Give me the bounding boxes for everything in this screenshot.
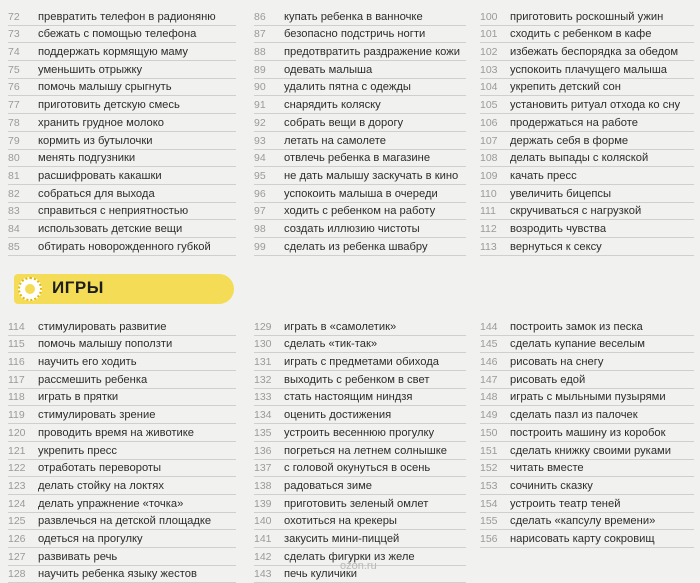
item-text: помочь малышу поползти xyxy=(38,338,173,351)
item-text: превратить телефон в радионяню xyxy=(38,10,216,23)
item-number: 84 xyxy=(8,222,20,235)
item-number: 75 xyxy=(8,63,20,76)
item-text: укрепить пресс xyxy=(38,444,117,457)
item-number: 99 xyxy=(254,240,266,253)
item-number: 145 xyxy=(480,338,498,351)
item-number: 92 xyxy=(254,116,266,129)
item-number: 97 xyxy=(254,205,266,218)
item-text: создать иллюзию чистоты xyxy=(284,222,420,235)
item-number: 149 xyxy=(480,409,498,422)
item-number: 89 xyxy=(254,63,266,76)
item-text: оценить достижения xyxy=(284,409,392,422)
item-number: 77 xyxy=(8,99,20,112)
list-item xyxy=(254,43,466,61)
list-item xyxy=(8,43,236,61)
list-item xyxy=(8,495,236,513)
item-text: увеличить бицепсы xyxy=(510,187,612,200)
item-text: установить ритуал отхода ко сну xyxy=(510,99,681,112)
list-item xyxy=(8,167,236,185)
list-item xyxy=(254,61,466,79)
list-item xyxy=(480,96,694,114)
list-item xyxy=(8,150,236,168)
item-text: предотвратить раздражение кожи xyxy=(284,46,460,59)
item-text: успокоить малыша в очереди xyxy=(284,187,438,200)
list-item xyxy=(254,389,466,407)
item-number: 123 xyxy=(8,479,26,492)
list-item xyxy=(480,353,694,371)
item-number: 131 xyxy=(254,356,272,369)
item-text: вернуться к сексу xyxy=(510,240,602,253)
item-number: 94 xyxy=(254,152,266,165)
item-number: 81 xyxy=(8,169,20,182)
item-text: продержаться на работе xyxy=(510,116,638,129)
list-item xyxy=(480,389,694,407)
item-number: 96 xyxy=(254,187,266,200)
item-number: 139 xyxy=(254,497,272,510)
list-item xyxy=(8,132,236,150)
list-item xyxy=(480,406,694,424)
item-number: 115 xyxy=(8,338,25,351)
item-text: выходить с ребенком в свет xyxy=(284,373,430,386)
list-item xyxy=(8,424,236,442)
list-item xyxy=(480,424,694,442)
item-text: радоваться зиме xyxy=(284,479,372,492)
item-number: 72 xyxy=(8,10,20,23)
list-item xyxy=(8,548,236,566)
item-number: 74 xyxy=(8,46,20,59)
item-number: 105 xyxy=(480,99,498,112)
item-number: 121 xyxy=(8,444,26,457)
item-text: играть в «самолетик» xyxy=(284,320,397,333)
list-item xyxy=(254,530,466,548)
item-text: построить замок из песка xyxy=(510,320,643,333)
list-item xyxy=(254,371,466,389)
list-item xyxy=(254,513,466,531)
list-item xyxy=(480,477,694,495)
item-number: 143 xyxy=(254,568,272,581)
list-item xyxy=(8,477,236,495)
list-item xyxy=(254,353,466,371)
list-item xyxy=(8,442,236,460)
item-text: собраться для выхода xyxy=(38,187,155,200)
list-item xyxy=(8,8,236,26)
item-number: 126 xyxy=(8,532,26,545)
list-item xyxy=(480,167,694,185)
badge-center xyxy=(25,284,35,294)
item-number: 117 xyxy=(8,373,25,386)
list-item xyxy=(8,26,236,44)
item-text: печь куличики xyxy=(284,568,358,581)
item-text: держать себя в форме xyxy=(510,134,629,147)
list-item xyxy=(8,336,236,354)
list-item xyxy=(480,203,694,221)
list-item xyxy=(254,185,466,203)
item-text: одеться на прогулку xyxy=(38,532,143,545)
list-item xyxy=(8,96,236,114)
item-number: 95 xyxy=(254,169,266,182)
item-number: 88 xyxy=(254,46,266,59)
item-text: избежать беспорядка за обедом xyxy=(510,46,679,59)
item-number: 82 xyxy=(8,187,20,200)
list-item xyxy=(8,566,236,583)
item-text: играть с предметами обихода xyxy=(284,356,439,369)
item-text: научить ребенка языку жестов xyxy=(38,568,197,581)
games-column-3 xyxy=(480,318,694,548)
list-item xyxy=(480,460,694,478)
list-item xyxy=(8,513,236,531)
item-number: 142 xyxy=(254,550,272,563)
item-text: возродить чувства xyxy=(510,222,607,235)
list-item xyxy=(480,8,694,26)
item-text: сделать из ребенка швабру xyxy=(284,240,428,253)
item-number: 148 xyxy=(480,391,498,404)
list-item xyxy=(480,238,694,256)
item-number: 110 xyxy=(480,187,497,200)
item-text: скручиваться с нагрузкой xyxy=(510,205,642,218)
item-text: погреться на летнем солнышке xyxy=(284,444,448,457)
games-column-2 xyxy=(254,318,466,583)
list-item xyxy=(480,220,694,238)
list-item xyxy=(254,132,466,150)
item-text: сделать «капсулу времени» xyxy=(510,515,656,528)
item-number: 83 xyxy=(8,205,20,218)
list-item xyxy=(8,318,236,336)
item-number: 91 xyxy=(254,99,266,112)
item-text: закусить мини-пиццей xyxy=(284,532,400,545)
list-item xyxy=(254,424,466,442)
item-text: кормить из бутылочки xyxy=(38,134,153,147)
list-item xyxy=(254,203,466,221)
item-number: 78 xyxy=(8,116,20,129)
item-text: развивать речь xyxy=(38,550,118,563)
item-number: 154 xyxy=(480,497,498,510)
item-text: читать вместе xyxy=(510,462,584,475)
item-number: 86 xyxy=(254,10,266,23)
section-title: ИГРЫ xyxy=(52,278,104,297)
list-item xyxy=(8,79,236,97)
list-item xyxy=(8,61,236,79)
item-text: с головой окунуться в осень xyxy=(284,462,431,475)
list-item xyxy=(254,460,466,478)
item-text: играть в прятки xyxy=(38,391,119,404)
item-text: собрать вещи в дорогу xyxy=(284,116,404,129)
item-number: 120 xyxy=(8,426,26,439)
item-number: 100 xyxy=(480,10,498,23)
games-column-1 xyxy=(8,318,236,583)
item-number: 156 xyxy=(480,532,498,545)
item-number: 138 xyxy=(254,479,272,492)
list-item xyxy=(254,150,466,168)
item-text: построить машину из коробок xyxy=(510,426,666,439)
item-text: менять подгузники xyxy=(38,152,136,165)
section-banner-games xyxy=(14,274,234,304)
item-number: 132 xyxy=(254,373,272,386)
list-item xyxy=(480,150,694,168)
item-number: 112 xyxy=(480,222,497,235)
item-text: рассмешить ребенка xyxy=(38,373,148,386)
item-number: 146 xyxy=(480,356,498,369)
item-text: сделать книжку своими руками xyxy=(510,444,671,457)
list-item xyxy=(8,460,236,478)
item-number: 135 xyxy=(254,426,272,439)
item-number: 140 xyxy=(254,515,272,528)
item-number: 136 xyxy=(254,444,272,457)
list-item xyxy=(480,513,694,531)
list-item xyxy=(480,495,694,513)
item-text: развлечься на детской площадке xyxy=(38,515,212,528)
list-item xyxy=(254,26,466,44)
item-text: использовать детские вещи xyxy=(38,222,183,235)
item-number: 79 xyxy=(8,134,20,147)
item-number: 129 xyxy=(254,320,272,333)
list-item xyxy=(480,61,694,79)
item-text: поддержать кормящую маму xyxy=(38,46,189,59)
list-item xyxy=(8,114,236,132)
item-number: 119 xyxy=(8,409,25,422)
item-number: 122 xyxy=(8,462,26,475)
item-text: сделать купание веселым xyxy=(510,338,645,351)
item-number: 128 xyxy=(8,568,26,581)
list-item xyxy=(8,389,236,407)
item-number: 116 xyxy=(8,356,25,369)
item-text: научить его ходить xyxy=(38,356,137,369)
item-text: безопасно подстричь ногти xyxy=(284,28,426,41)
contents-column-2 xyxy=(254,8,466,256)
item-number: 106 xyxy=(480,116,498,129)
item-text: снарядить коляску xyxy=(284,99,381,112)
list-item xyxy=(480,530,694,548)
item-text: помочь малышу срыгнуть xyxy=(38,81,172,94)
item-number: 80 xyxy=(8,152,20,165)
item-text: приготовить зеленый омлет xyxy=(284,497,429,510)
item-text: отвлечь ребенка в магазине xyxy=(284,152,431,165)
item-number: 152 xyxy=(480,462,498,475)
list-item xyxy=(480,26,694,44)
contents-column-3 xyxy=(480,8,694,256)
item-text: качать пресс xyxy=(510,169,577,182)
item-number: 90 xyxy=(254,81,266,94)
list-item xyxy=(480,79,694,97)
item-text: устроить театр теней xyxy=(510,497,621,510)
item-number: 104 xyxy=(480,81,498,94)
item-text: удалить пятна с одежды xyxy=(284,81,411,94)
item-text: стимулировать развитие xyxy=(38,320,167,333)
list-item xyxy=(8,203,236,221)
item-number: 98 xyxy=(254,222,266,235)
item-text: сочинить сказку xyxy=(510,479,593,492)
item-number: 101 xyxy=(480,28,498,41)
item-number: 102 xyxy=(480,46,498,59)
item-number: 87 xyxy=(254,28,266,41)
item-number: 108 xyxy=(480,152,498,165)
item-number: 73 xyxy=(8,28,20,41)
item-text: сделать фигурки из желе xyxy=(284,550,415,563)
list-item xyxy=(254,336,466,354)
item-number: 155 xyxy=(480,515,498,528)
item-number: 118 xyxy=(8,391,25,404)
list-item xyxy=(8,185,236,203)
list-item xyxy=(8,406,236,424)
list-item xyxy=(480,371,694,389)
item-number: 147 xyxy=(480,373,498,386)
list-item xyxy=(254,318,466,336)
item-number: 150 xyxy=(480,426,498,439)
list-item xyxy=(254,8,466,26)
item-number: 133 xyxy=(254,391,272,404)
list-item xyxy=(480,43,694,61)
list-item xyxy=(480,185,694,203)
list-item xyxy=(254,477,466,495)
item-text: не дать малышу заскучать в кино xyxy=(284,169,459,182)
item-text: летать на самолете xyxy=(284,134,387,147)
dotted-circle-icon xyxy=(18,277,42,301)
item-number: 127 xyxy=(8,550,26,563)
item-text: приготовить детскую смесь xyxy=(38,99,180,112)
list-item xyxy=(480,114,694,132)
item-number: 144 xyxy=(480,320,498,333)
list-item xyxy=(254,442,466,460)
list-item xyxy=(254,406,466,424)
item-text: отработать перевороты xyxy=(38,462,162,475)
list-item xyxy=(480,132,694,150)
list-item xyxy=(8,353,236,371)
item-text: сделать «тик-так» xyxy=(284,338,378,351)
item-text: делать стойку на локтях xyxy=(38,479,164,492)
item-number: 151 xyxy=(480,444,498,457)
list-item xyxy=(254,79,466,97)
item-text: хранить грудное молоко xyxy=(38,116,164,129)
item-text: устроить весеннюю прогулку xyxy=(284,426,435,439)
list-item xyxy=(254,220,466,238)
item-number: 93 xyxy=(254,134,266,147)
list-item xyxy=(8,530,236,548)
list-item xyxy=(254,96,466,114)
item-text: рисовать едой xyxy=(510,373,586,386)
item-number: 130 xyxy=(254,338,272,351)
list-item xyxy=(8,238,236,256)
item-text: успокоить плачущего малыша xyxy=(510,63,668,76)
item-text: обтирать новорожденного губкой xyxy=(38,240,211,253)
item-number: 153 xyxy=(480,479,498,492)
item-text: делать выпады с коляской xyxy=(510,152,649,165)
item-number: 76 xyxy=(8,81,20,94)
item-text: сбежать с помощью телефона xyxy=(38,28,197,41)
list-item xyxy=(254,495,466,513)
list-item xyxy=(480,336,694,354)
item-text: рисовать на снегу xyxy=(510,356,604,369)
item-number: 141 xyxy=(254,532,272,545)
item-text: справиться с неприятностью xyxy=(38,205,189,218)
item-text: купать ребенка в ванночке xyxy=(284,10,423,23)
item-text: играть с мыльными пузырями xyxy=(510,391,666,404)
item-text: проводить время на животике xyxy=(38,426,195,439)
item-number: 85 xyxy=(8,240,20,253)
item-number: 124 xyxy=(8,497,26,510)
item-number: 107 xyxy=(480,134,498,147)
list-item xyxy=(254,167,466,185)
item-text: стать настоящим ниндзя xyxy=(284,391,413,404)
list-item xyxy=(8,371,236,389)
item-text: делать упражнение «точка» xyxy=(38,497,184,510)
item-text: приготовить роскошный ужин xyxy=(510,10,664,23)
item-text: сделать пазл из палочек xyxy=(510,409,638,422)
item-text: одевать малыша xyxy=(284,63,373,76)
item-number: 113 xyxy=(480,240,497,253)
list-item xyxy=(480,442,694,460)
list-item xyxy=(254,114,466,132)
item-text: нарисовать карту сокровищ xyxy=(510,532,655,545)
item-text: сходить с ребенком в кафе xyxy=(510,28,652,41)
item-text: укрепить детский сон xyxy=(510,81,621,94)
item-text: расшифровать какашки xyxy=(38,169,162,182)
item-number: 134 xyxy=(254,409,272,422)
item-text: уменьшить отрыжку xyxy=(38,63,143,76)
watermark: ozon.ru xyxy=(340,560,377,572)
list-item xyxy=(254,238,466,256)
item-number: 114 xyxy=(8,320,25,333)
item-text: стимулировать зрение xyxy=(38,409,156,422)
item-number: 109 xyxy=(480,169,498,182)
list-item xyxy=(8,220,236,238)
item-number: 125 xyxy=(8,515,26,528)
item-number: 137 xyxy=(254,462,272,475)
contents-column-1 xyxy=(8,8,236,256)
list-item xyxy=(480,318,694,336)
item-text: охотиться на крекеры xyxy=(284,515,397,528)
item-text: ходить с ребенком на работу xyxy=(284,205,436,218)
item-number: 103 xyxy=(480,63,498,76)
item-number: 111 xyxy=(480,205,496,218)
